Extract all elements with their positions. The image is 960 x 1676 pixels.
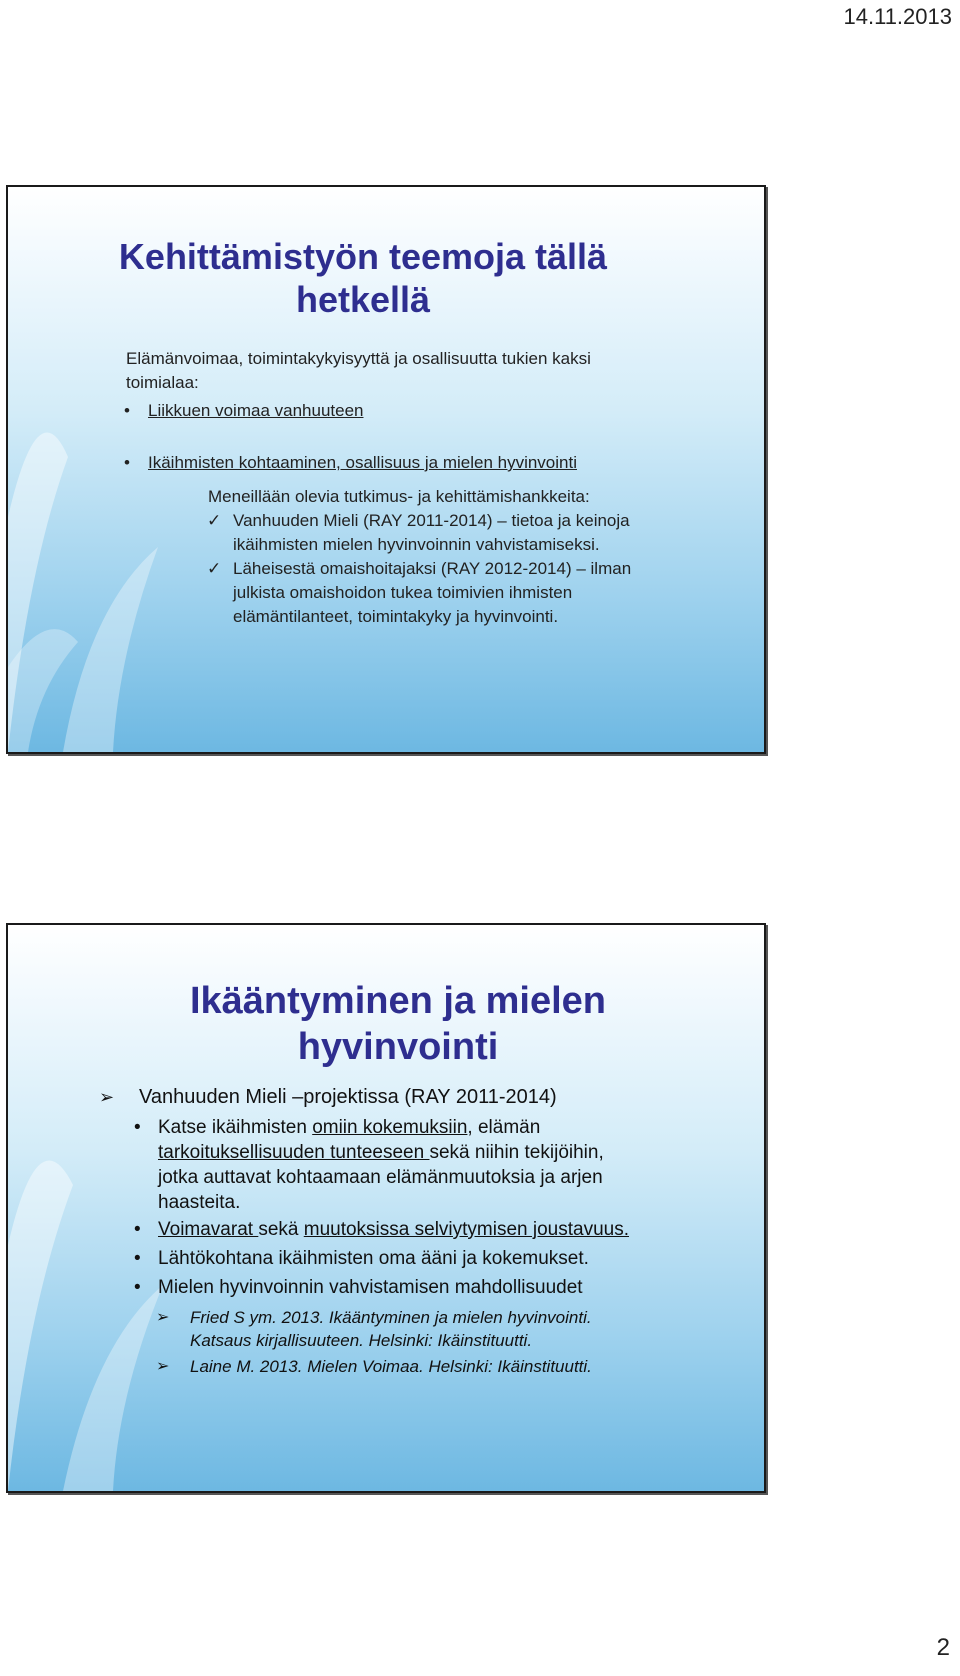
arrowhead-bullet-icon: ➢ [156,1309,170,1326]
bullet-text: Lähtökohtana ikäihmisten oma ääni ja kokemukset. [158,1248,589,1269]
intro-line-1: Elämänvoimaa, toimintakykyisyyttä ja osallisuutta tukien kaksi [126,349,591,368]
intro-line-2: toimialaa: [126,373,199,392]
bullet-dot-icon: • [124,453,130,472]
bullet-item [134,1246,718,1271]
projects-heading: Meneillään olevia tutkimus- ja kehittämishankkeita: [208,487,590,506]
bullet-text-underlined: tarkoituksellisuuden tunteeseen [158,1142,430,1163]
bullet-text-underlined: Voimavarat [158,1219,259,1240]
check-mark-icon: ✓ [207,559,222,578]
check-item [207,509,753,557]
check-line: julkista omaishoidon tukea toimivien ihmisten [233,583,573,602]
bullet-text-underlined: muutoksissa selviytymisen joustavuus. [303,1219,629,1240]
check-line: Läheisestä omaishoitajaksi (RAY 2012-2014) – ilman [233,559,632,578]
bullet-dot-icon: • [124,401,130,420]
bullet-text: sekä niihin tekijöihin, [429,1142,604,1163]
slide-2-title [68,979,728,1070]
bullet-text: Katse ikäihmisten [158,1117,313,1138]
bullet-text: haasteita. [158,1192,241,1213]
bullet-dot-icon: • [134,1248,141,1269]
bullet-text: sekä [258,1219,304,1240]
slide-1-title-line-2: hetkellä [295,279,431,321]
slide-1-intro [126,347,706,395]
check-mark-icon: ✓ [207,511,222,530]
check-item [207,557,753,629]
reference-text: Katsaus kirjallisuuteen. Helsinki: Ikäinstituutti. [190,1331,533,1350]
page-date: 14.11.2013 [843,4,952,29]
reference-item [156,1355,730,1378]
slide-2-title-line-2: hyvinvointi [297,1025,499,1068]
reference-text: Fried S ym. 2013. Ikääntyminen ja mielen hyvinvointi. [190,1308,592,1327]
bullet-dot-icon: • [134,1277,141,1298]
project-heading-text: Vanhuuden Mieli –projektissa (RAY 2011-2014) [139,1086,557,1108]
bullet-text: Liikkuen voimaa vanhuuteen [148,401,364,420]
arrowhead-bullet-icon: ➢ [99,1087,115,1107]
reference-text: Laine M. 2013. Mielen Voimaa. Helsinki: Ikäinstituutti. [190,1357,592,1376]
slide-1-title [88,235,638,321]
bullet-dot-icon: • [134,1117,141,1138]
bullet-dot-icon: • [134,1219,141,1240]
bullet-item [134,1275,718,1300]
check-line: ikäihmisten mielen hyvinvoinnin vahvistamiseksi. [233,535,600,554]
page-number: 2 [936,1634,950,1661]
slide-2-title-line-1: Ikääntyminen ja mielen [189,980,607,1022]
slide-1-title-line-1: Kehittämistyön teemoja tällä [118,236,608,277]
reference-item [156,1306,730,1352]
bullet-text: , elämän [467,1117,541,1138]
bullet-text: jotka auttavat kohtaamaan elämänmuutoksia ja arjen [158,1167,603,1188]
slide-1 [6,185,766,754]
bullet-text: Ikäihmisten kohtaaminen, osallisuus ja mielen hyvinvointi [148,453,577,472]
bullet-item [134,1217,718,1242]
arrowhead-bullet-icon: ➢ [156,1358,170,1375]
bullet-text-underlined: omiin kokemuksiin [312,1117,468,1138]
check-line: elämäntilanteet, toimintakyky ja hyvinvointi. [233,607,559,626]
bullet-text: Mielen hyvinvoinnin vahvistamisen mahdollisuudet [158,1277,583,1298]
slide-2 [6,923,766,1493]
check-line: Vanhuuden Mieli (RAY 2011-2014) – tietoa ja keinoja [233,511,630,530]
bullet-item [134,1115,718,1215]
